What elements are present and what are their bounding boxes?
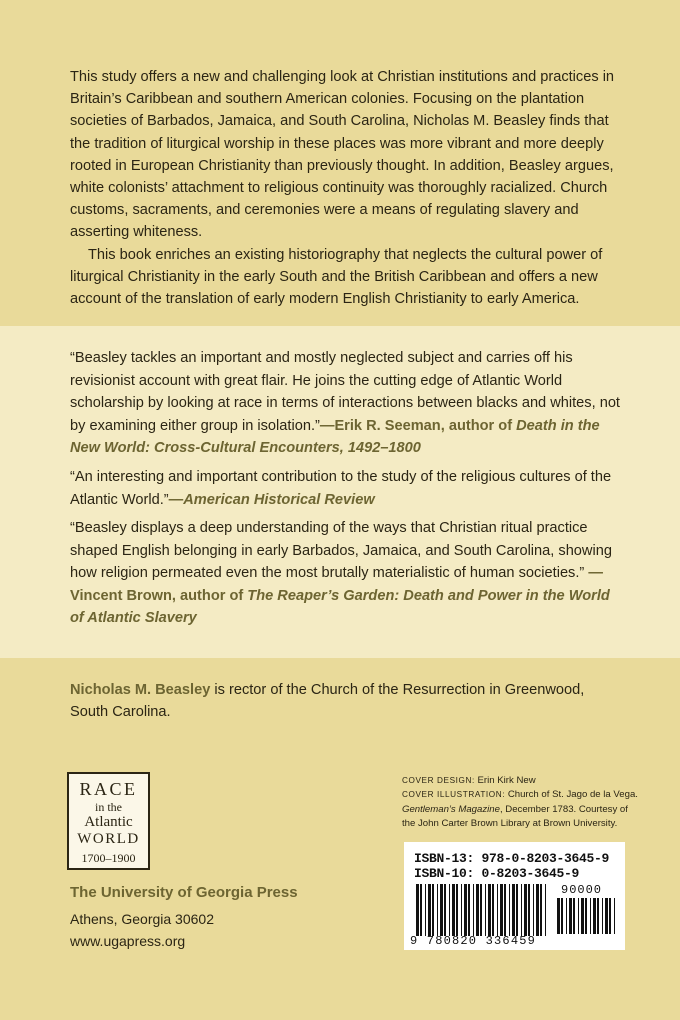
cover-design-value: Erin Kirk New (474, 775, 536, 786)
barcode-bar (497, 884, 498, 936)
barcode-bar (480, 884, 482, 936)
barcode-bar (468, 884, 470, 936)
barcode-bar (428, 884, 431, 936)
price-code: 90000 (561, 883, 603, 897)
barcode-bar (509, 884, 510, 936)
barcode-bar (578, 898, 579, 934)
cover-illustration-label: COVER ILLUSTRATION: (402, 790, 506, 800)
blurb-attribution: —American Historical Review (168, 491, 375, 508)
barcode-bar (540, 884, 542, 936)
barcode-bar (602, 898, 603, 934)
barcode-bar (521, 884, 522, 936)
cover-source-title: Gentleman’s Magazine (402, 803, 500, 815)
barcode-bar (440, 884, 443, 936)
cover-design-label: COVER DESIGN: (402, 776, 475, 785)
barcode-bar (432, 884, 434, 936)
isbn-13: ISBN-13: 978-0-8203-3645-9 (414, 851, 610, 866)
blurb-attribution: —Erik R. Seeman, author of Death in the New World: Cross-Cultural Encounters, 1492–1800 (70, 417, 600, 457)
barcode-bar (566, 898, 567, 934)
barcode-bar (524, 884, 527, 936)
blurb-work-title: American Historical Review (183, 491, 375, 508)
barcode-bar (476, 884, 479, 936)
blurb-brown (70, 517, 626, 630)
series-logo-line: RACE (79, 779, 138, 799)
blurb-ahr (70, 466, 626, 511)
publisher-contact (70, 908, 214, 952)
blurb-work-title: The Reaper’s Garden: Death and Power in the World of Atlantic Slavery (70, 587, 610, 627)
barcode-bar (512, 884, 515, 936)
barcode-bar (561, 898, 563, 934)
book-description (70, 66, 626, 310)
barcode-bar (593, 898, 596, 934)
cover-illustration-value: Church of St. Jago de la Vega. (505, 789, 638, 801)
publisher-name: The University of Georgia Press (70, 884, 298, 901)
barcode-bar (452, 884, 455, 936)
barcode-bar (485, 884, 486, 936)
barcode-bar (533, 884, 534, 936)
barcode-bar (473, 884, 474, 936)
barcode-bar (585, 898, 587, 934)
barcode-bar (449, 884, 450, 936)
barcode-bar (492, 884, 494, 936)
barcode-bar (461, 884, 462, 936)
cover-source-rest: , December 1783. Courtesy of the John Carter Brown Library at Brown University. (402, 803, 628, 830)
barcode-bar (536, 884, 539, 936)
cover-credits (402, 774, 642, 832)
barcode-bar (444, 884, 446, 936)
blurb-text: “An interesting and important contribution to the study of the religious cultures of the Atlantic World.” (70, 469, 612, 508)
isbn-10: ISBN-10: 0-8203-3645-9 (414, 866, 580, 881)
barcode-bar (437, 884, 438, 936)
barcode-bar (569, 898, 572, 934)
barcode-bar (614, 898, 615, 934)
series-logo-line: 1700–1900 (81, 851, 136, 865)
barcode-bar (597, 898, 599, 934)
author-name: Nicholas M. Beasley (70, 682, 211, 698)
blurb-seeman (70, 347, 626, 460)
blurb-band (0, 326, 680, 658)
series-logo-line: in the (95, 800, 122, 814)
publisher-city: Athens, Georgia 30602 (70, 911, 214, 927)
author-bio-text: is rector of the Church of the Resurrection in Greenwood, South Carolina. (70, 682, 585, 720)
barcode-bar (425, 884, 426, 936)
barcode-bar (456, 884, 458, 936)
blurb-text: “Beasley tackles an important and mostly neglected subject and carries off his revisionist account with great flair. He joins the cutting edge of Atlantic World scholarship by looking at race in terms of interactions between blacks and whites, not by examining either group in isolation.” (70, 350, 620, 434)
barcode-bar (545, 884, 546, 936)
ean-digits: 9 780820 336459 (410, 934, 537, 948)
blurb-text: “Beasley displays a deep understanding of the ways that Christian ritual practice shaped English belonging in early Barbados, Jamaica, and South Carolina, showing how religion permeated even the most brutally materialistic of human societies.” (70, 520, 612, 582)
blurb-attribution: —Vincent Brown, author of The Reaper’s Garden: Death and Power in the World of Atlantic Slavery (70, 565, 610, 627)
series-logo-line: Atlantic (84, 814, 133, 830)
description-paragraph-1: This study offers a new and challenging look at Christian institutions and practices in Britain’s Caribbean and southern American colonies. Focusing on the plantation societies of Barbados, Jamaica, and South Carolina, Nicholas M. Beasley finds that the tradition of liturgical worship in these places was more vibrant and more deeply rooted in European Christianity than previously thought. In addition, Beasley argues, white colonists’ attachment to religious continuity was thoroughly racialized. Church customs, sacraments, and ceremonies were a means of regulating slavery and asserting whiteness. (70, 69, 615, 241)
barcode-bar (420, 884, 422, 936)
barcode-bar (609, 898, 611, 934)
barcode-bar (516, 884, 518, 936)
barcode-bar (488, 884, 491, 936)
barcode-bar (500, 884, 503, 936)
barcode-bar (464, 884, 467, 936)
barcode-bar (416, 884, 419, 936)
publisher-url: www.ugapress.org (70, 933, 186, 949)
blurb-work-title: Death in the New World: Cross-Cultural Encounters, 1492–1800 (70, 417, 600, 457)
barcode-bar (557, 898, 560, 934)
barcode-bar (581, 898, 584, 934)
series-logo (67, 772, 150, 870)
isbn-barcode (404, 842, 625, 950)
barcode-bar (605, 898, 608, 934)
description-paragraph-2: This book enriches an existing historiography that neglects the cultural power of liturgical Christianity in the early South and the British Caribbean and offers a new account of the translation of early modern English Christianity to early America. (70, 246, 603, 308)
author-bio (70, 679, 626, 723)
barcode-bar (528, 884, 530, 936)
barcode-bar (590, 898, 591, 934)
barcode-bar (504, 884, 506, 936)
barcode-bar (573, 898, 575, 934)
series-logo-line: WORLD (77, 831, 140, 847)
